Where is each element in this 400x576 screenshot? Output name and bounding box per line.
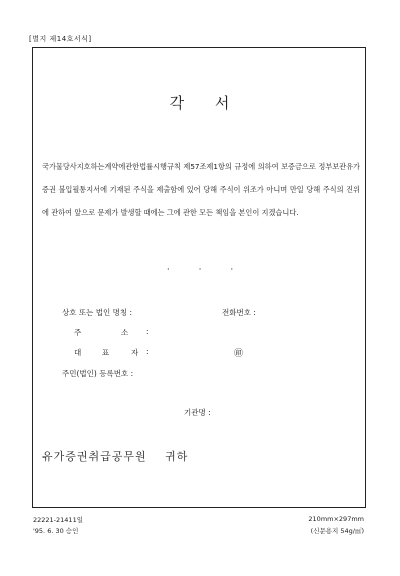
date-dot-2: · xyxy=(198,265,202,275)
company-name-label: 상호 또는 법인 명칭 : xyxy=(62,308,133,317)
agency-name-label: 기관명 : xyxy=(184,408,211,417)
document-frame xyxy=(32,47,366,508)
footer-paper-type: (신문용지 54g/㎡) xyxy=(310,527,364,535)
title-char-2: 서 xyxy=(214,94,231,112)
address-label-char-2: 소 xyxy=(121,328,129,337)
representative-colon: : xyxy=(146,347,149,356)
registration-number-label: 주민(법인) 등록번호 : xyxy=(62,369,134,378)
representative-label-char-1: 대 xyxy=(74,348,82,357)
addressee-suffix: 귀하 xyxy=(165,450,189,463)
representative-label-char-2: 표 xyxy=(102,348,110,357)
footer-paper-size: 210mm×297mm xyxy=(308,515,364,523)
representative-label-char-3: 자 xyxy=(131,348,139,357)
form-label: [별지 제14호서식] xyxy=(29,35,92,43)
addressee xyxy=(42,448,188,464)
seal-mark: ㊞ xyxy=(234,349,244,359)
title-char-1: 각 xyxy=(169,94,186,112)
date-dot-3: · xyxy=(230,265,234,275)
address-label-char-1: 주 xyxy=(74,328,82,337)
pledge-body-text: 국가물당사지호하는계약에관한법률시행규칙 제57조제1항의 규정에 의하여 보증금으로 정부보관유가증권 불입필통지서에 기재된 주식을 제출함에 있어 당해 주식이 위조가 아니며 만일 당해 주식의 진위에 관하여 앞으로 문제가 발생할 때에는 그에 관한 모든 책임을 본인이 지겠습니다. xyxy=(42,162,360,217)
date-dot-1: · xyxy=(166,265,170,275)
footer-form-number: 22221-21411일 xyxy=(33,516,83,524)
addressee-name: 유가증권취급공무원 xyxy=(42,450,147,463)
address-colon: : xyxy=(146,327,149,336)
phone-label: 전화번호 : xyxy=(222,308,256,317)
document-title xyxy=(0,92,400,113)
footer-approval-date: '95. 6. 30 승인 xyxy=(33,527,79,535)
date-line xyxy=(0,265,400,275)
